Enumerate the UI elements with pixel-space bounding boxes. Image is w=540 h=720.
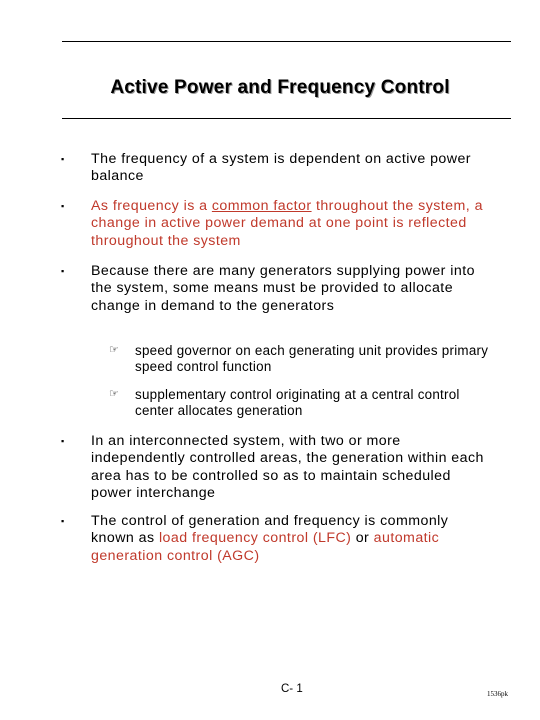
bullet-1-text: The frequency of a system is dependent on active power balance: [91, 151, 471, 185]
page-number: C- 1: [281, 683, 303, 695]
bullet-marker: ▪: [61, 154, 65, 164]
pointing-hand-icon: ☞: [109, 344, 119, 356]
bullet-marker: ▪: [61, 266, 65, 276]
bullet-4-text: In an interconnected system, with two or more independently controlled areas, the generation within each area has to be controlled so as to maintain scheduled power interchange: [91, 433, 484, 501]
top-rule: [62, 41, 511, 42]
bullet-3-text: Because there are many generators supplying power into the system, some means must be provided to allocate change in demand to the generators: [91, 263, 475, 314]
bullet-5-part-3: or: [351, 530, 374, 547]
document-code: 1536pk: [487, 690, 508, 698]
bullet-marker: ▪: [61, 516, 65, 526]
bullet-5-part-1: The control of generation and frequency is commonly known as: [91, 513, 449, 547]
common-factor-emphasis: common factor: [211, 198, 312, 214]
page-title: Active Power and Frequency Control: [110, 77, 450, 98]
sub-bullet-1-text: speed governor on each generating unit provides primary speed control function: [135, 343, 489, 374]
bullet-2-part-3: throughout the system, a change in active power demand at one point is reflected throughout the system: [91, 198, 483, 249]
bullet-marker: ▪: [61, 201, 65, 211]
bullet-2-text: [91, 198, 491, 250]
pointing-hand-icon: ☞: [109, 388, 119, 400]
sub-bullet-2-text: supplementary control originating at a central control center allocates generation: [135, 387, 460, 418]
lfc-term: load frequency control (LFC): [158, 530, 352, 547]
bullet-marker: ▪: [61, 436, 65, 446]
bullet-2-part-1: As frequency is a: [91, 198, 212, 214]
bullet-5-text: [91, 513, 491, 565]
agc-term: automatic generation control (AGC): [91, 530, 440, 564]
title-rule: [62, 118, 511, 119]
